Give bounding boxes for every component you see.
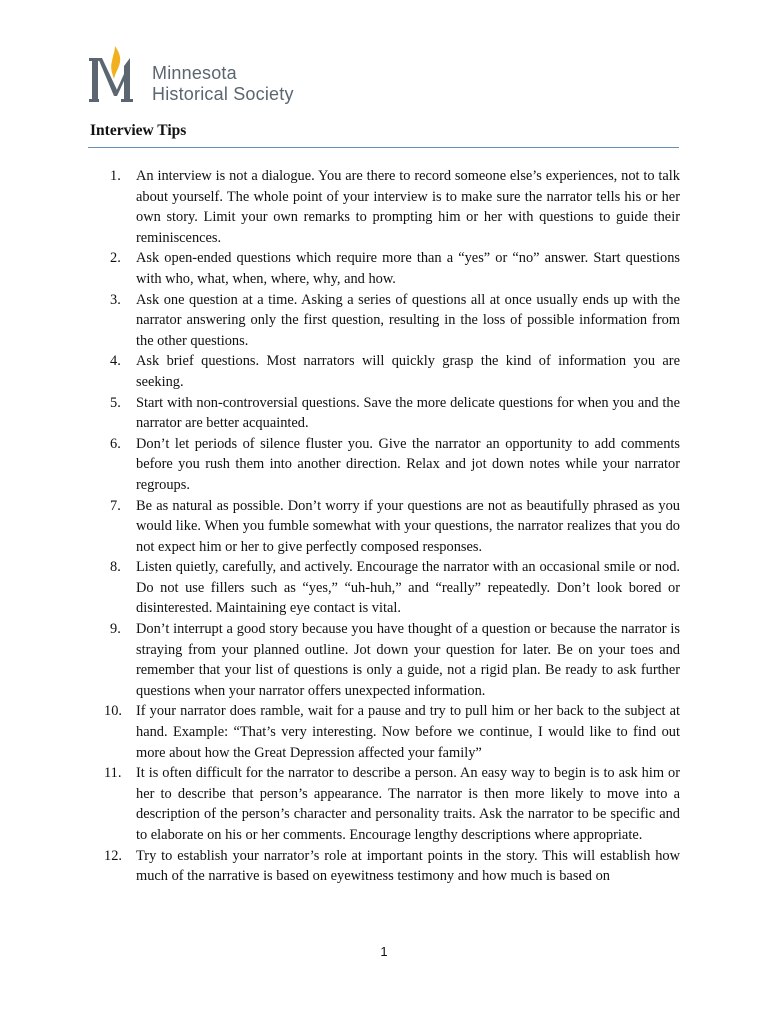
tip-text: Don’t let periods of silence fluster you. Give the narrator an opportunity to add comments before you rush them into another direction. Relax and jot down notes while your narrator regroups. (136, 435, 680, 493)
tip-number: 11. (104, 765, 122, 782)
tip-item (104, 290, 680, 352)
org-name (152, 63, 294, 105)
tip-item (104, 248, 680, 289)
tip-item (104, 846, 680, 887)
page-title: Interview Tips (90, 122, 187, 139)
tip-number: 9. (110, 621, 121, 638)
tip-number: 2. (110, 250, 121, 267)
title-divider (88, 147, 679, 148)
tip-text: Don’t interrupt a good story because you have thought of a question or because the narrator is straying from your planned outline. Jot down your question for later. Be on your toes and remember that your list of questions is only a guide, not a rigid plan. Be ready to ask further questions when your narrator offers unexpected information. (136, 621, 680, 699)
tip-item (104, 434, 680, 496)
tip-text: It is often difficult for the narrator to describe a person. An easy way to begin is to ask him or her to describe that person’s appearance. The narrator is then more likely to move into a description of the person’s character and personality traits. Ask the narrator to be specific and to elaborate on his or her comments. Encourage lengthy descriptions where appropriate. (136, 765, 680, 843)
tip-text: Ask brief questions. Most narrators will quickly grasp the kind of information you are seeking. (136, 353, 680, 390)
tip-number: 4. (110, 353, 121, 370)
tip-number: 8. (110, 559, 121, 576)
org-logo (88, 44, 328, 108)
tip-item (104, 351, 680, 392)
tip-number: 10. (104, 703, 122, 720)
page-number: 1 (380, 944, 388, 959)
tip-item (104, 496, 680, 558)
tip-text: Be as natural as possible. Don’t worry if your questions are not as beautifully phrased as you would like. When you fumble somewhat with your questions, the narrator realizes that you do not expect him or her to give perfectly composed responses. (136, 497, 680, 555)
tip-text: Listen quietly, carefully, and actively. Encourage the narrator with an occasional smile or nod. Do not use fillers such as “yes,” “uh-huh,” and “really” repeatedly. Don’t look bored or disinterested. Maintaining eye contact is vital. (136, 559, 680, 617)
tip-number: 5. (110, 394, 121, 411)
tip-number: 6. (110, 435, 121, 452)
tip-text: Try to establish your narrator’s role at important points in the story. This will establish how much of the narrative is based on eyewitness testimony and how much is based on (136, 847, 680, 885)
tip-item (104, 619, 680, 701)
org-name-line1: Minnesota (152, 63, 237, 83)
tip-item (104, 393, 680, 434)
tip-item (104, 557, 680, 619)
org-name-line2: Historical Society (152, 84, 294, 104)
tip-text: Ask open-ended questions which require more than a “yes” or “no” answer. Start questions with who, what, when, where, why, and how. (136, 250, 680, 287)
tip-text: Start with non-controversial questions. Save the more delicate questions for when you and the narrator are better acquainted. (136, 394, 680, 432)
tip-item (104, 166, 680, 248)
tip-text: If your narrator does ramble, wait for a pause and try to pull him or her back to the subject at hand. Example: “That’s very interesting. Now before we continue, I would like to find out more about how the Great Depression affected your family” (136, 703, 680, 761)
tips-list (104, 166, 680, 887)
tip-text: An interview is not a dialogue. You are there to record someone else’s experiences, not to talk about yourself. The whole point of your interview is to make sure the narrator tells his or her own story. Limit your own remarks to prompting him or her with questions to guide their reminiscences. (136, 168, 680, 246)
tip-number: 1. (110, 168, 121, 184)
tip-number: 3. (110, 291, 121, 308)
tip-item (104, 763, 680, 845)
mhs-logo-icon (88, 44, 144, 106)
tip-text: Ask one question at a time. Asking a series of questions all at once usually ends up with the narrator answering only the first question, resulting in the loss of possible information from the other questions. (136, 291, 680, 349)
tip-number: 7. (110, 497, 121, 514)
tip-item (104, 701, 680, 763)
tip-number: 12. (104, 847, 122, 864)
